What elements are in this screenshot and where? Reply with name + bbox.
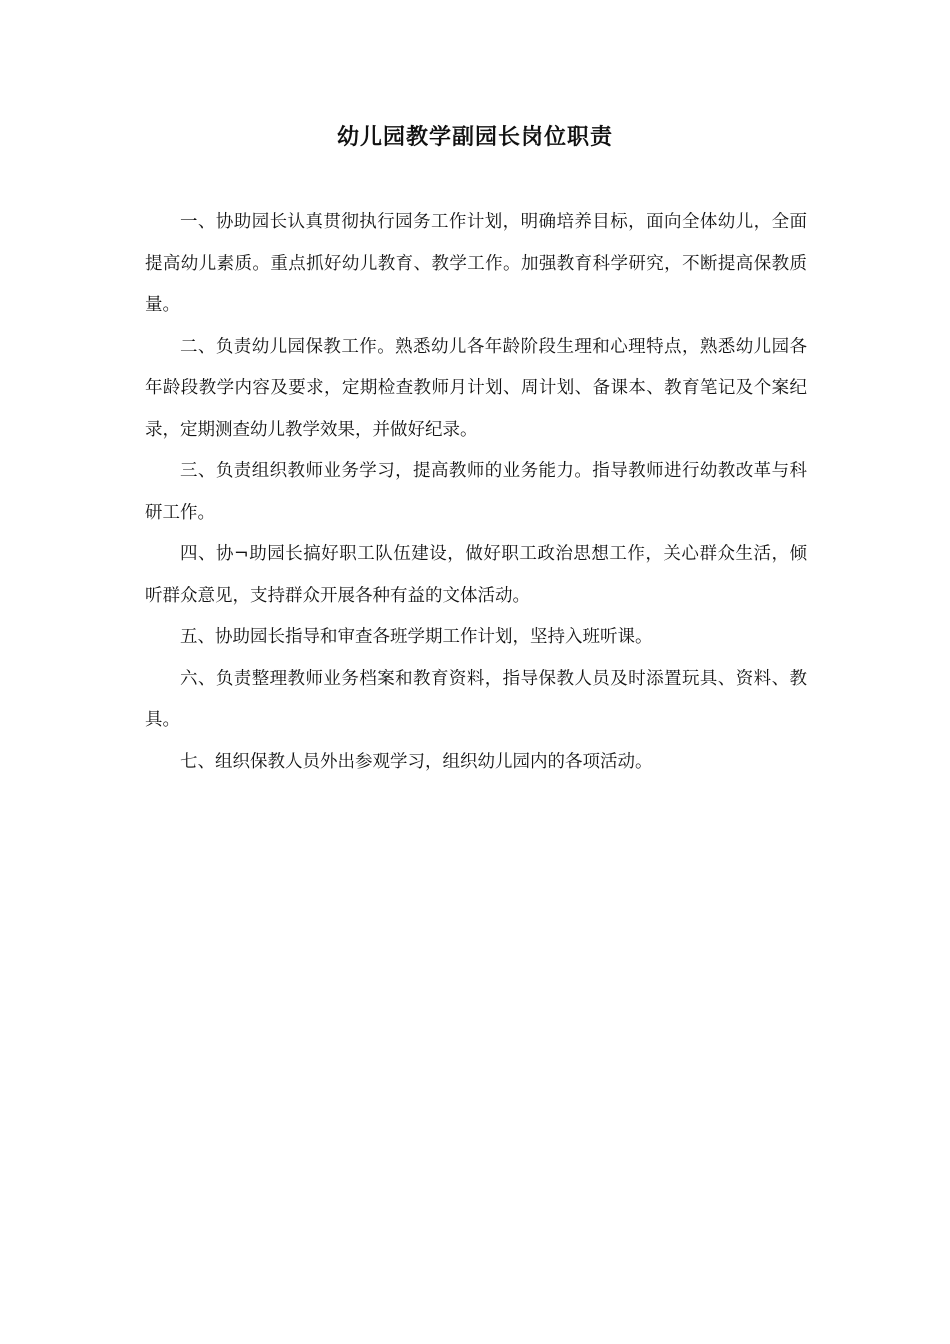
duty-paragraph-6: 六、负责整理教师业务档案和教育资料，指导保教人员及时添置玩具、资料、教具。 (145, 668, 807, 730)
document-title: 幼儿园教学副园长岗位职责 (336, 124, 613, 150)
duty-paragraph-3: 三、负责组织教师业务学习，提高教师的业务能力。指导教师进行幼教改革与科研工作。 (145, 461, 807, 523)
duty-paragraph-2: 二、负责幼儿园保教工作。熟悉幼儿各年龄阶段生理和心理特点，熟悉幼儿园各年龄段教学内容及要求，定期检查教师月计划、周计划、备课本、教育笔记及个案纪录，定期测查幼儿教学效果，并做好纪录。 (145, 336, 807, 440)
duty-paragraph-1: 一、协助园长认真贯彻执行园务工作计划，明确培养目标，面向全体幼儿，全面提高幼儿素质。重点抓好幼儿教育、教学工作。加强教育科学研究，不断提高保教质量。 (145, 212, 807, 315)
duty-paragraph-7: 七、组织保教人员外出参观学习，组织幼儿园内的各项活动。 (180, 751, 653, 772)
duty-paragraph-5: 五、协助园长指导和审查各班学期工作计划，坚持入班听课。 (180, 627, 653, 647)
document-body (145, 202, 807, 783)
duty-paragraph-4: 四、协¬助园长搞好职工队伍建设，做好职工政治思想工作，关心群众生活，倾听群众意见，支持群众开展各种有益的文体活动。 (145, 544, 807, 606)
